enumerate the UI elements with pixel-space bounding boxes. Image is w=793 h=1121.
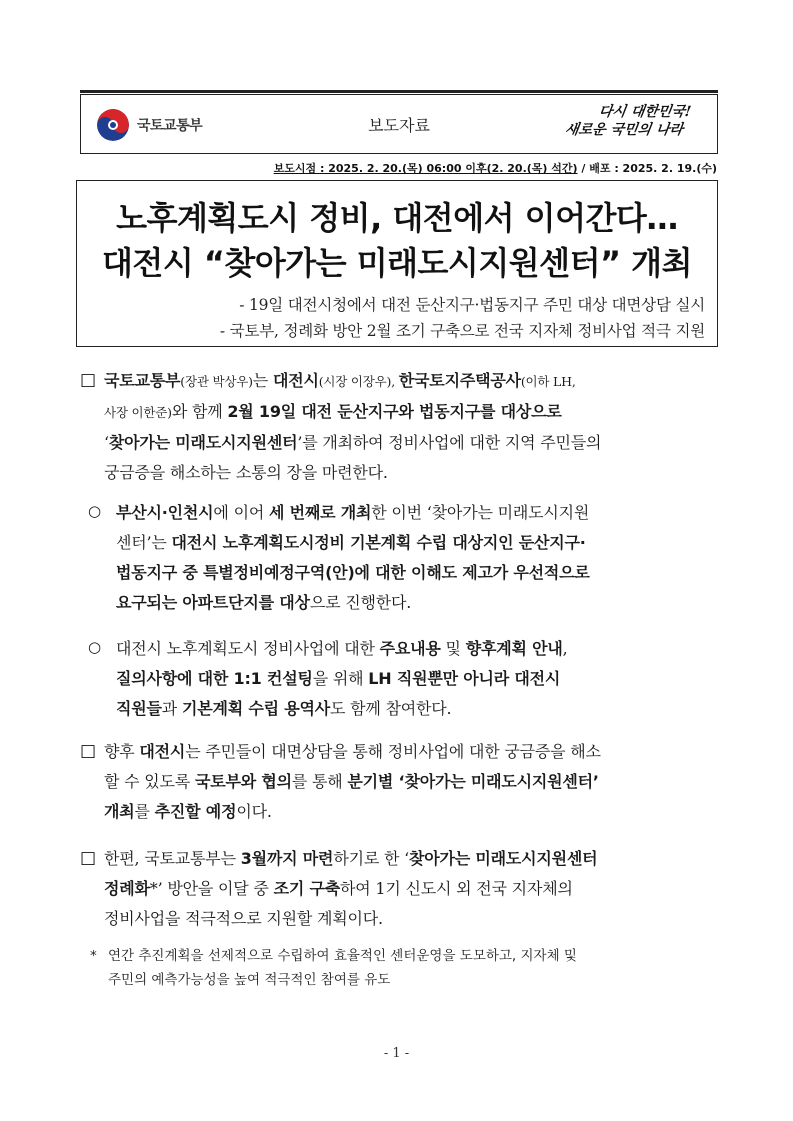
p1-text: ’를 개최하여 정비사업에 대한 지역 주민들의 <box>297 433 602 452</box>
title-box <box>76 180 718 347</box>
p4-text: 국토부와 협의 <box>194 772 292 791</box>
p1-text: 대전시 <box>272 371 319 390</box>
p3-text: 기본계획 수립 용역사 <box>181 699 330 718</box>
slogan-line-1: 다시 대한민국! <box>597 104 693 120</box>
p1-text: (장관 박상우) <box>180 374 253 389</box>
p3-text: 및 <box>440 639 466 658</box>
box-bullet-marker: □ <box>80 370 97 390</box>
paragraph-5 <box>104 844 724 934</box>
slogan <box>561 103 701 147</box>
p4-text: 를 통해 <box>291 772 348 791</box>
p3-text: , <box>562 639 568 658</box>
p2-text: 센터’는 <box>116 533 172 552</box>
p1-text: 국토교통부 <box>104 371 181 390</box>
page-number: - 1 - <box>383 1046 410 1061</box>
p3-text: 대전시 노후계획도시 정비사업에 대한 <box>116 639 380 658</box>
subheadline-2: - 국토부, 정례화 방안 2월 조기 구축으로 전국 지자체 정비사업 적극 지원 <box>219 322 705 340</box>
p5-text: 하여 1기 신도시 외 전국 지자체의 <box>339 879 573 898</box>
p1-text: ‘ <box>104 433 109 452</box>
p3-text: 직원들 <box>116 699 162 718</box>
slogan-line-2: 새로운 국민의 나라 <box>563 122 685 138</box>
p5-text: 정비사업을 적극적으로 지원할 계획이다. <box>104 909 383 928</box>
box-bullet-marker: □ <box>80 741 97 761</box>
p2-text: 으로 진행한다. <box>309 593 412 612</box>
p2-text: 법동지구 중 특별정비예정구역(안)에 대한 이해도 제고가 우선적으로 <box>116 563 590 582</box>
paragraph-3 <box>116 634 724 724</box>
ministry-name: 국토교통부 <box>137 118 203 134</box>
p5-text: 정례화 <box>104 879 150 898</box>
paragraph-1 <box>104 366 724 488</box>
p1-text: 사장 이한준) <box>104 405 172 420</box>
release-separator: / <box>577 162 590 175</box>
p2-text: 세 번째로 개최 <box>268 503 372 522</box>
p2-text: 요구되는 아파트단지를 대상 <box>116 593 310 612</box>
p5-text: 찾아가는 미래도시지원센터 <box>409 849 598 868</box>
box-bullet-marker: □ <box>80 848 97 868</box>
document-type: 보도자료 <box>368 116 430 135</box>
p4-text: 는 주민들이 대면상담을 통해 정비사업에 대한 궁금증을 해소 <box>185 742 601 761</box>
p3-text: 향후계획 안내 <box>465 639 563 658</box>
p1-text: 찾아가는 미래도시지원센터 <box>108 433 298 452</box>
headline-line-2: 대전시 “찾아가는 미래도시지원센터” 개최 <box>102 244 692 282</box>
footnote <box>90 944 720 992</box>
press-release-header <box>80 94 718 154</box>
p4-text: 대전시 <box>139 742 186 761</box>
p3-text: 질의사항에 대한 1:1 컨설팅 <box>116 669 313 688</box>
p1-text: 궁금증을 해소하는 소통의 장을 마련한다. <box>104 463 388 482</box>
footnote-line-2: 주민의 예측가능성을 높여 적극적인 참여를 유도 <box>108 972 391 988</box>
p1-text: 는 <box>252 371 273 390</box>
p2-text: 대전시 노후계획도시정비 기본계획 수립 대상지인 둔산지구· <box>171 533 586 552</box>
p2-text: 한 이번 ‘찾아가는 미래도시지원 <box>371 503 590 522</box>
p1-text: 와 함께 <box>171 402 228 421</box>
p4-text: 분기별 ‘찾아가는 미래도시지원센터’ <box>347 772 599 791</box>
p5-text: 조기 구축 <box>273 879 340 898</box>
p3-text: 주요내용 <box>379 639 441 658</box>
p3-text: 도 함께 참여한다. <box>329 699 452 718</box>
release-info <box>274 160 717 176</box>
circle-bullet-marker: ○ <box>88 638 102 656</box>
p4-text: 를 <box>134 802 155 821</box>
p4-text: 개최 <box>104 802 135 821</box>
p5-text: 한편, 국토교통부는 <box>104 849 241 868</box>
p2-text: 에 이어 <box>213 503 269 522</box>
footnote-star: * <box>90 948 97 964</box>
p3-text: LH 직원뿐만 아니라 대전시 <box>368 669 561 688</box>
distribution-date: 배포 : 2025. 2. 19.(수) <box>589 162 717 175</box>
p1-text: 한국토지주택공사 <box>398 371 521 390</box>
p5-text: 하기로 한 ‘ <box>333 849 409 868</box>
p1-text: (시장 이장우), <box>318 374 399 389</box>
p2-text: 부산시·인천시 <box>116 503 214 522</box>
p5-text: *’ 방안을 이달 중 <box>149 879 274 898</box>
paragraph-2 <box>116 498 724 618</box>
paragraph-4 <box>104 737 724 827</box>
p1-text: 2월 19일 대전 둔산지구와 법동지구를 대상으로 <box>227 402 562 421</box>
p5-text: 3월까지 마련 <box>240 849 334 868</box>
p4-text: 향후 <box>104 742 140 761</box>
footnote-line-1: 연간 추진계획을 선제적으로 수립하여 효율적인 센터운영을 도모하고, 지자체 및 <box>108 948 577 964</box>
headline-line-1: 노후계획도시 정비, 대전에서 이어간다… <box>116 199 678 237</box>
p3-text: 과 <box>161 699 182 718</box>
release-time: 보도시점 : 2025. 2. 20.(목) 06:00 이후(2. 20.(목) 석간) <box>273 162 578 175</box>
p4-text: 추진할 예정 <box>154 802 237 821</box>
p4-text: 이다. <box>236 802 272 821</box>
p4-text: 할 수 있도록 <box>104 772 195 791</box>
circle-bullet-marker: ○ <box>88 502 102 520</box>
p3-text: 을 위해 <box>312 669 369 688</box>
subheadline-1: - 19일 대전시청에서 대전 둔산지구·법동지구 주민 대상 대면상담 실시 <box>239 296 705 314</box>
p1-text: (이하 LH, <box>520 374 576 389</box>
